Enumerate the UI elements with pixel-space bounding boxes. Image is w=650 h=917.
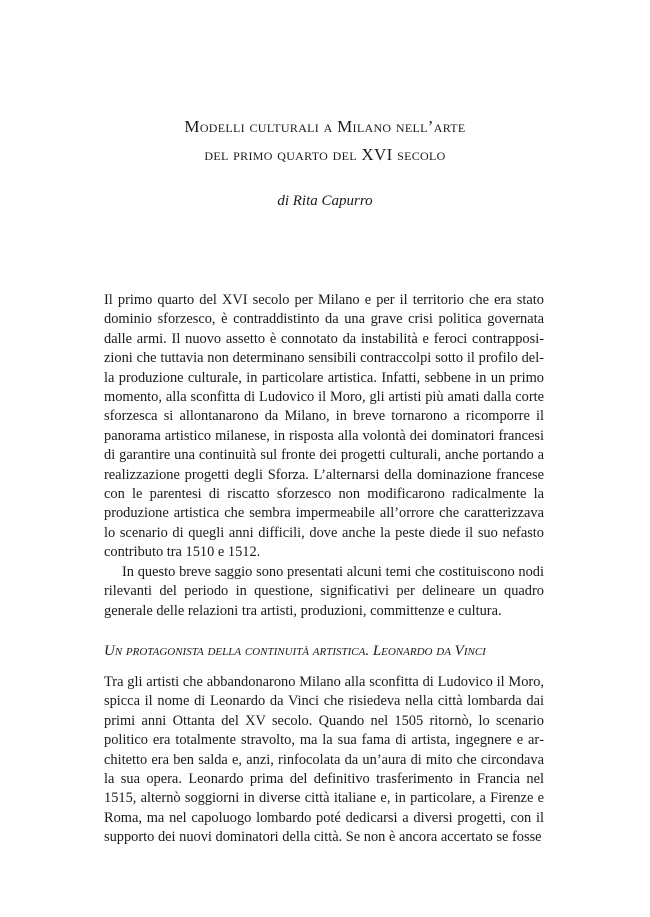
article-title [0, 113, 650, 169]
article-title-line-1: Modelli culturali a Milano nell’arte [184, 117, 466, 136]
article-title-line-2: del primo quarto del XVI secolo [204, 145, 446, 164]
intro-paragraph-1: Il primo quarto del XVI secolo per Milano e per il territorio che era stato dominio sforzesco, è contraddistinto da una grave crisi politica governata dalle armi. Il nuovo assetto è connotato da instabilità e feroci contrapposizioni che tuttavia non determinano sensibili contraccolpi sotto il profilo della produzione culturale, in particolare artistica. Infatti, sebbene in un primo momento, alla sconfitta di Ludovico il Moro, gli artisti più amati dalla corte sforzesca si allontanarono da Milano, in breve tornarono a ricomporre il panorama artistico milanese, in risposta alla volontà dei dominatori francesi di garantire una continuità sul fronte dei progetti culturali, anche portando a realizzazione progetti degli Sforza. L’alternarsi della dominazione francese con le parentesi di riscatto sforzesco non modificarono radicalmente la produzione artistica che sembra impermeabile all’orrore che caratterizzava lo scenario di quegli anni difficili, dove anche la peste diede il suo nefasto contributo tra 1510 e 1512. [104, 292, 544, 561]
section-heading: Un protagonista della continuità artistica. Leonardo da Vinci [104, 642, 486, 659]
section-paragraph: Tra gli artisti che abbandonarono Milano alla sconfitta di Ludovico il Moro, spicca il nome di Leonardo da Vinci che risiedeva nella città lombarda dai primi anni Ottanta del XV secolo. Quando nel 1505 ritornò, lo scenario politico era totalmente stravolto, ma la sua fama di artista, ingegnere e architetto era ben salda e, anzi, rinfocolata da un’aura di mito che circondava la sua opera. Leonardo prima del definitivo trasferimento in Francia nel 1515, alternò soggiorni in diverse città italiane e, in particolare, a Firenze e Roma, ma nel capoluogo lombardo poté dedicarsi a diversi progetti, con il supporto dei nuovi dominatori della città. Se non è ancora accertato se fosse [104, 673, 544, 846]
article-body [104, 291, 544, 848]
intro-paragraph-2: In questo breve saggio sono presentati alcuni temi che costituiscono nodi rilevanti del periodo in questione, significativi per delineare un quadro generale delle relazioni tra artisti, produzioni, committenze e cultura. [104, 563, 544, 619]
article-author: di Rita Capurro [277, 193, 373, 209]
